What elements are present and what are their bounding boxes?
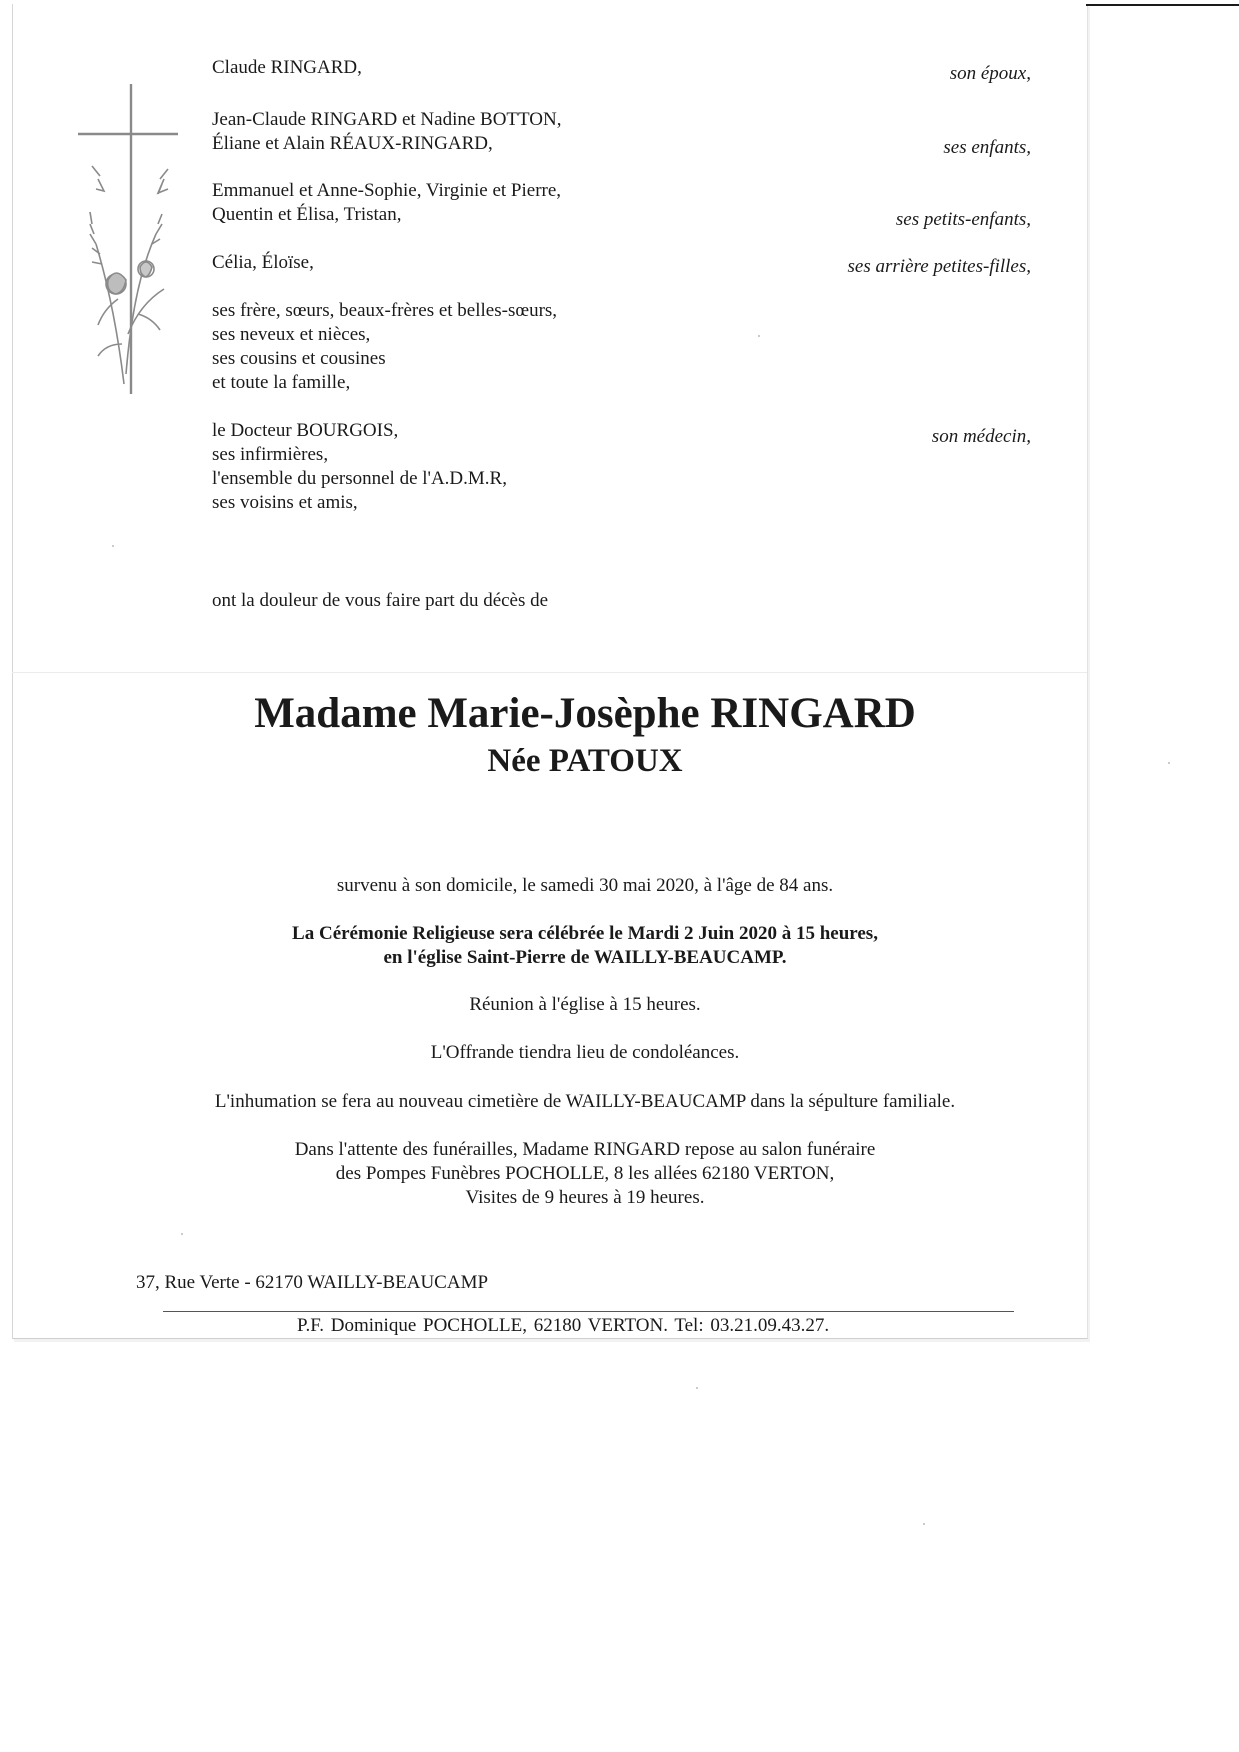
others-line-1: le Docteur BOURGOIS,: [212, 420, 399, 441]
footer-divider: [163, 1311, 1014, 1312]
announcement: ont la douleur de vous faire part du décès de: [212, 590, 549, 611]
deceased-name: Madame Marie-Josèphe RINGARD: [254, 690, 916, 737]
grandchildren-relation: ses petits-enfants,: [895, 209, 1031, 230]
meeting-info: Réunion à l'église à 15 heures.: [469, 994, 701, 1015]
others-relation: son médecin,: [931, 426, 1031, 447]
ceremony-line-2: en l'église Saint-Pierre de WAILLY-BEAUCAMP.: [383, 947, 787, 968]
children-relation: ses enfants,: [943, 137, 1031, 158]
scan-edge: [1086, 4, 1239, 6]
viewing-line-3: Visites de 9 heures à 19 heures.: [465, 1187, 705, 1208]
scan-speck: [181, 1233, 183, 1235]
husband-name: Claude RINGARD,: [212, 57, 362, 78]
scan-speck: [112, 545, 114, 547]
relatives-line-4: et toute la famille,: [212, 372, 351, 393]
relatives-line-1: ses frère, sœurs, beaux-frères et belles-sœurs,: [212, 300, 558, 321]
deceased-maiden-name: Née PATOUX: [487, 743, 683, 779]
others-line-4: ses voisins et amis,: [212, 492, 358, 513]
viewing-line-1: Dans l'attente des funérailles, Madame RINGARD repose au salon funéraire: [294, 1139, 876, 1160]
grandchildren-line-2: Quentin et Élisa, Tristan,: [212, 204, 402, 225]
burial-info: L'inhumation se fera au nouveau cimetière de WAILLY-BEAUCAMP dans la sépulture familiale.: [214, 1091, 956, 1112]
scan-speck: [1168, 762, 1170, 764]
scan-speck: [696, 1387, 698, 1389]
relatives-line-3: ses cousins et cousines: [212, 348, 386, 369]
children-line-1: Jean-Claude RINGARD et Nadine BOTTON,: [212, 109, 562, 130]
grandchildren-line-1: Emmanuel et Anne-Sophie, Virginie et Pierre,: [212, 180, 562, 201]
scan-speck: [758, 335, 760, 337]
viewing-line-2: des Pompes Funèbres POCHOLLE, 8 les allées 62180 VERTON,: [335, 1163, 835, 1184]
others-line-2: ses infirmières,: [212, 444, 329, 465]
others-line-3: l'ensemble du personnel de l'A.D.M.R,: [212, 468, 507, 489]
husband-relation: son époux,: [949, 63, 1031, 84]
ceremony-line-1: La Cérémonie Religieuse sera célébrée le Mardi 2 Juin 2020 à 15 heures,: [292, 923, 878, 944]
offering-info: L'Offrande tiendra lieu de condoléances.: [430, 1042, 740, 1063]
great-grandchildren-relation: ses arrière petites-filles,: [847, 256, 1031, 277]
great-grandchildren-names: Célia, Éloïse,: [212, 252, 314, 273]
fold-line: [12, 672, 1087, 673]
scan-speck: [923, 1523, 925, 1525]
home-address: 37, Rue Verte - 62170 WAILLY-BEAUCAMP: [136, 1272, 489, 1293]
funeral-home-contact: P.F. Dominique POCHOLLE, 62180 VERTON. Tel: 03.21.09.43.27.: [297, 1315, 830, 1336]
death-details: survenu à son domicile, le samedi 30 mai 2020, à l'âge de 84 ans.: [336, 875, 834, 896]
relatives-line-2: ses neveux et nièces,: [212, 324, 371, 345]
cross-with-flowers-icon: [78, 84, 188, 404]
children-line-2: Éliane et Alain RÉAUX-RINGARD,: [212, 133, 493, 154]
